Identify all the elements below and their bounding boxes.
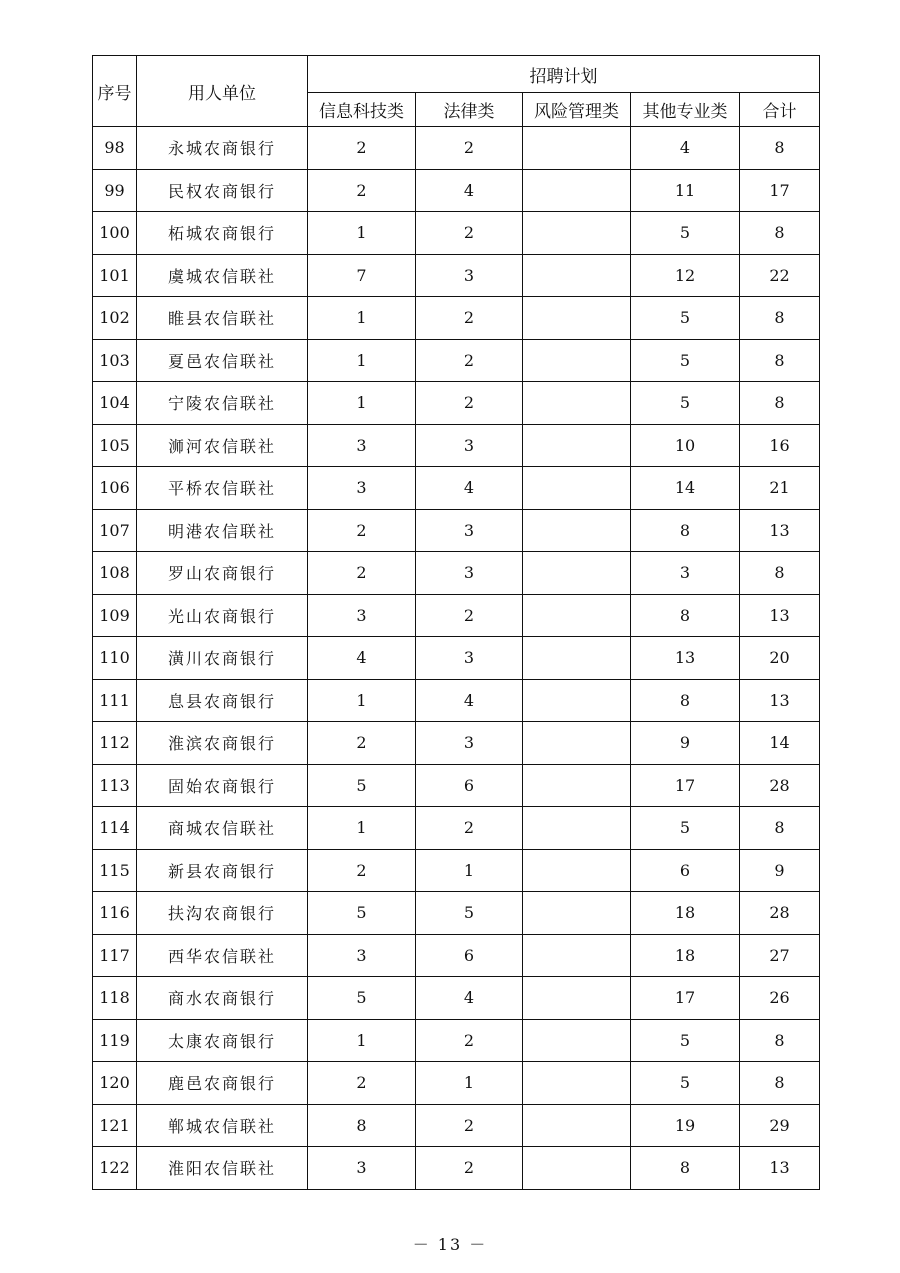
table-row (93, 679, 820, 722)
cell-index: 106 (93, 467, 137, 510)
cell-law: 2 (416, 212, 523, 255)
cell-total: 14 (740, 722, 820, 765)
cell-risk (523, 297, 631, 340)
cell-it: 1 (308, 679, 416, 722)
cell-other: 10 (631, 424, 740, 467)
cell-it: 5 (308, 764, 416, 807)
cell-total: 13 (740, 509, 820, 552)
cell-law: 4 (416, 467, 523, 510)
cell-law: 6 (416, 934, 523, 977)
cell-it: 5 (308, 892, 416, 935)
cell-law: 3 (416, 424, 523, 467)
cell-law: 2 (416, 807, 523, 850)
cell-law: 5 (416, 892, 523, 935)
table-row (93, 977, 820, 1020)
cell-unit: 商城农信联社 (137, 807, 308, 850)
cell-law: 2 (416, 1147, 523, 1190)
cell-index: 104 (93, 382, 137, 425)
table-row (93, 552, 820, 595)
cell-total: 26 (740, 977, 820, 1020)
cell-it: 1 (308, 1019, 416, 1062)
cell-it: 1 (308, 807, 416, 850)
cell-other: 14 (631, 467, 740, 510)
cell-unit: 虞城农信联社 (137, 254, 308, 297)
table-row (93, 1104, 820, 1147)
cell-unit: 淮阳农信联社 (137, 1147, 308, 1190)
cell-unit: 息县农商银行 (137, 679, 308, 722)
table-row (93, 1147, 820, 1190)
cell-unit: 宁陵农信联社 (137, 382, 308, 425)
table-row (93, 892, 820, 935)
cell-risk (523, 1019, 631, 1062)
cell-it: 7 (308, 254, 416, 297)
cell-index: 113 (93, 764, 137, 807)
cell-other: 5 (631, 339, 740, 382)
cell-risk (523, 339, 631, 382)
cell-risk (523, 509, 631, 552)
header-col-other: 其他专业类 (631, 93, 740, 127)
table-row (93, 722, 820, 765)
cell-law: 3 (416, 722, 523, 765)
table-row (93, 339, 820, 382)
cell-other: 4 (631, 127, 740, 170)
cell-index: 105 (93, 424, 137, 467)
cell-risk (523, 679, 631, 722)
cell-total: 28 (740, 764, 820, 807)
cell-it: 1 (308, 297, 416, 340)
cell-law: 2 (416, 1019, 523, 1062)
header-col-law: 法律类 (416, 93, 523, 127)
cell-other: 5 (631, 1019, 740, 1062)
cell-other: 8 (631, 1147, 740, 1190)
cell-risk (523, 722, 631, 765)
page-number: － 13 － (412, 1235, 488, 1254)
table-row (93, 509, 820, 552)
cell-risk (523, 1062, 631, 1105)
cell-risk (523, 764, 631, 807)
cell-total: 8 (740, 212, 820, 255)
cell-it: 3 (308, 424, 416, 467)
cell-unit: 光山农商银行 (137, 594, 308, 637)
cell-unit: 夏邑农信联社 (137, 339, 308, 382)
cell-law: 1 (416, 849, 523, 892)
cell-other: 12 (631, 254, 740, 297)
cell-risk (523, 1147, 631, 1190)
cell-index: 102 (93, 297, 137, 340)
cell-index: 99 (93, 169, 137, 212)
cell-total: 21 (740, 467, 820, 510)
cell-unit: 鹿邑农商银行 (137, 1062, 308, 1105)
cell-risk (523, 424, 631, 467)
cell-index: 120 (93, 1062, 137, 1105)
cell-risk (523, 127, 631, 170)
table-row (93, 807, 820, 850)
cell-other: 13 (631, 637, 740, 680)
table-body (93, 127, 820, 1190)
cell-it: 1 (308, 339, 416, 382)
cell-law: 2 (416, 339, 523, 382)
cell-total: 8 (740, 339, 820, 382)
recruitment-plan-table (92, 55, 820, 1190)
cell-risk (523, 807, 631, 850)
cell-index: 111 (93, 679, 137, 722)
cell-total: 17 (740, 169, 820, 212)
table-row (93, 594, 820, 637)
cell-risk (523, 637, 631, 680)
cell-total: 22 (740, 254, 820, 297)
cell-index: 118 (93, 977, 137, 1020)
cell-risk (523, 892, 631, 935)
cell-total: 28 (740, 892, 820, 935)
cell-index: 98 (93, 127, 137, 170)
cell-law: 2 (416, 127, 523, 170)
table-row (93, 764, 820, 807)
table-row (93, 212, 820, 255)
cell-other: 5 (631, 382, 740, 425)
cell-law: 6 (416, 764, 523, 807)
table-row (93, 169, 820, 212)
table-row (93, 637, 820, 680)
cell-unit: 柘城农商银行 (137, 212, 308, 255)
cell-unit: 潢川农商银行 (137, 637, 308, 680)
cell-risk (523, 552, 631, 595)
cell-index: 115 (93, 849, 137, 892)
table-header (93, 56, 820, 127)
cell-risk (523, 977, 631, 1020)
cell-law: 2 (416, 297, 523, 340)
cell-unit: 平桥农信联社 (137, 467, 308, 510)
cell-law: 4 (416, 169, 523, 212)
cell-total: 8 (740, 552, 820, 595)
cell-law: 2 (416, 382, 523, 425)
cell-index: 101 (93, 254, 137, 297)
cell-law: 3 (416, 552, 523, 595)
cell-law: 2 (416, 1104, 523, 1147)
cell-index: 121 (93, 1104, 137, 1147)
cell-risk (523, 254, 631, 297)
cell-it: 8 (308, 1104, 416, 1147)
cell-other: 5 (631, 297, 740, 340)
cell-it: 1 (308, 212, 416, 255)
cell-index: 112 (93, 722, 137, 765)
table-row (93, 849, 820, 892)
cell-other: 5 (631, 807, 740, 850)
cell-total: 8 (740, 1062, 820, 1105)
cell-other: 5 (631, 212, 740, 255)
cell-index: 116 (93, 892, 137, 935)
cell-risk (523, 849, 631, 892)
cell-unit: 睢县农信联社 (137, 297, 308, 340)
table-row (93, 424, 820, 467)
table-row (93, 127, 820, 170)
cell-law: 3 (416, 254, 523, 297)
cell-unit: 永城农商银行 (137, 127, 308, 170)
cell-risk (523, 382, 631, 425)
cell-law: 3 (416, 637, 523, 680)
header-col-total: 合计 (740, 93, 820, 127)
cell-risk (523, 467, 631, 510)
cell-it: 2 (308, 127, 416, 170)
cell-total: 9 (740, 849, 820, 892)
table-row (93, 382, 820, 425)
cell-unit: 郸城农信联社 (137, 1104, 308, 1147)
cell-unit: 固始农商银行 (137, 764, 308, 807)
cell-other: 19 (631, 1104, 740, 1147)
cell-other: 8 (631, 509, 740, 552)
cell-it: 1 (308, 382, 416, 425)
cell-risk (523, 212, 631, 255)
cell-index: 114 (93, 807, 137, 850)
header-col-it: 信息科技类 (308, 93, 416, 127)
cell-it: 2 (308, 1062, 416, 1105)
cell-total: 16 (740, 424, 820, 467)
cell-law: 3 (416, 509, 523, 552)
cell-total: 29 (740, 1104, 820, 1147)
cell-law: 2 (416, 594, 523, 637)
cell-it: 2 (308, 552, 416, 595)
cell-total: 8 (740, 1019, 820, 1062)
cell-index: 103 (93, 339, 137, 382)
cell-it: 2 (308, 509, 416, 552)
cell-unit: 浉河农信联社 (137, 424, 308, 467)
cell-other: 18 (631, 934, 740, 977)
cell-total: 27 (740, 934, 820, 977)
cell-index: 119 (93, 1019, 137, 1062)
cell-total: 13 (740, 1147, 820, 1190)
cell-other: 6 (631, 849, 740, 892)
cell-other: 3 (631, 552, 740, 595)
cell-law: 1 (416, 1062, 523, 1105)
cell-unit: 新县农商银行 (137, 849, 308, 892)
table-row (93, 297, 820, 340)
cell-other: 8 (631, 594, 740, 637)
cell-other: 9 (631, 722, 740, 765)
cell-it: 2 (308, 169, 416, 212)
cell-risk (523, 934, 631, 977)
header-unit: 用人单位 (137, 56, 308, 127)
table-row (93, 1062, 820, 1105)
header-col-risk: 风险管理类 (523, 93, 631, 127)
cell-total: 8 (740, 807, 820, 850)
cell-index: 108 (93, 552, 137, 595)
header-index: 序号 (93, 56, 137, 127)
cell-unit: 民权农商银行 (137, 169, 308, 212)
table-row (93, 934, 820, 977)
cell-index: 109 (93, 594, 137, 637)
cell-risk (523, 594, 631, 637)
cell-unit: 西华农信联社 (137, 934, 308, 977)
cell-unit: 罗山农商银行 (137, 552, 308, 595)
cell-total: 8 (740, 127, 820, 170)
cell-it: 5 (308, 977, 416, 1020)
cell-risk (523, 1104, 631, 1147)
cell-it: 3 (308, 594, 416, 637)
cell-risk (523, 169, 631, 212)
cell-total: 8 (740, 297, 820, 340)
table-row (93, 467, 820, 510)
cell-it: 4 (308, 637, 416, 680)
cell-unit: 淮滨农商银行 (137, 722, 308, 765)
cell-unit: 商水农商银行 (137, 977, 308, 1020)
cell-total: 8 (740, 382, 820, 425)
table-row (93, 254, 820, 297)
cell-total: 13 (740, 679, 820, 722)
cell-it: 3 (308, 467, 416, 510)
cell-it: 2 (308, 722, 416, 765)
cell-law: 4 (416, 679, 523, 722)
cell-index: 122 (93, 1147, 137, 1190)
cell-other: 18 (631, 892, 740, 935)
cell-total: 20 (740, 637, 820, 680)
cell-index: 110 (93, 637, 137, 680)
cell-it: 3 (308, 1147, 416, 1190)
cell-it: 3 (308, 934, 416, 977)
cell-it: 2 (308, 849, 416, 892)
cell-unit: 明港农信联社 (137, 509, 308, 552)
cell-other: 8 (631, 679, 740, 722)
cell-other: 17 (631, 764, 740, 807)
cell-index: 117 (93, 934, 137, 977)
header-plan-group: 招聘计划 (308, 56, 820, 93)
cell-other: 5 (631, 1062, 740, 1105)
table-row (93, 1019, 820, 1062)
cell-other: 11 (631, 169, 740, 212)
cell-index: 107 (93, 509, 137, 552)
cell-total: 13 (740, 594, 820, 637)
cell-law: 4 (416, 977, 523, 1020)
cell-unit: 扶沟农商银行 (137, 892, 308, 935)
cell-unit: 太康农商银行 (137, 1019, 308, 1062)
cell-other: 17 (631, 977, 740, 1020)
cell-index: 100 (93, 212, 137, 255)
